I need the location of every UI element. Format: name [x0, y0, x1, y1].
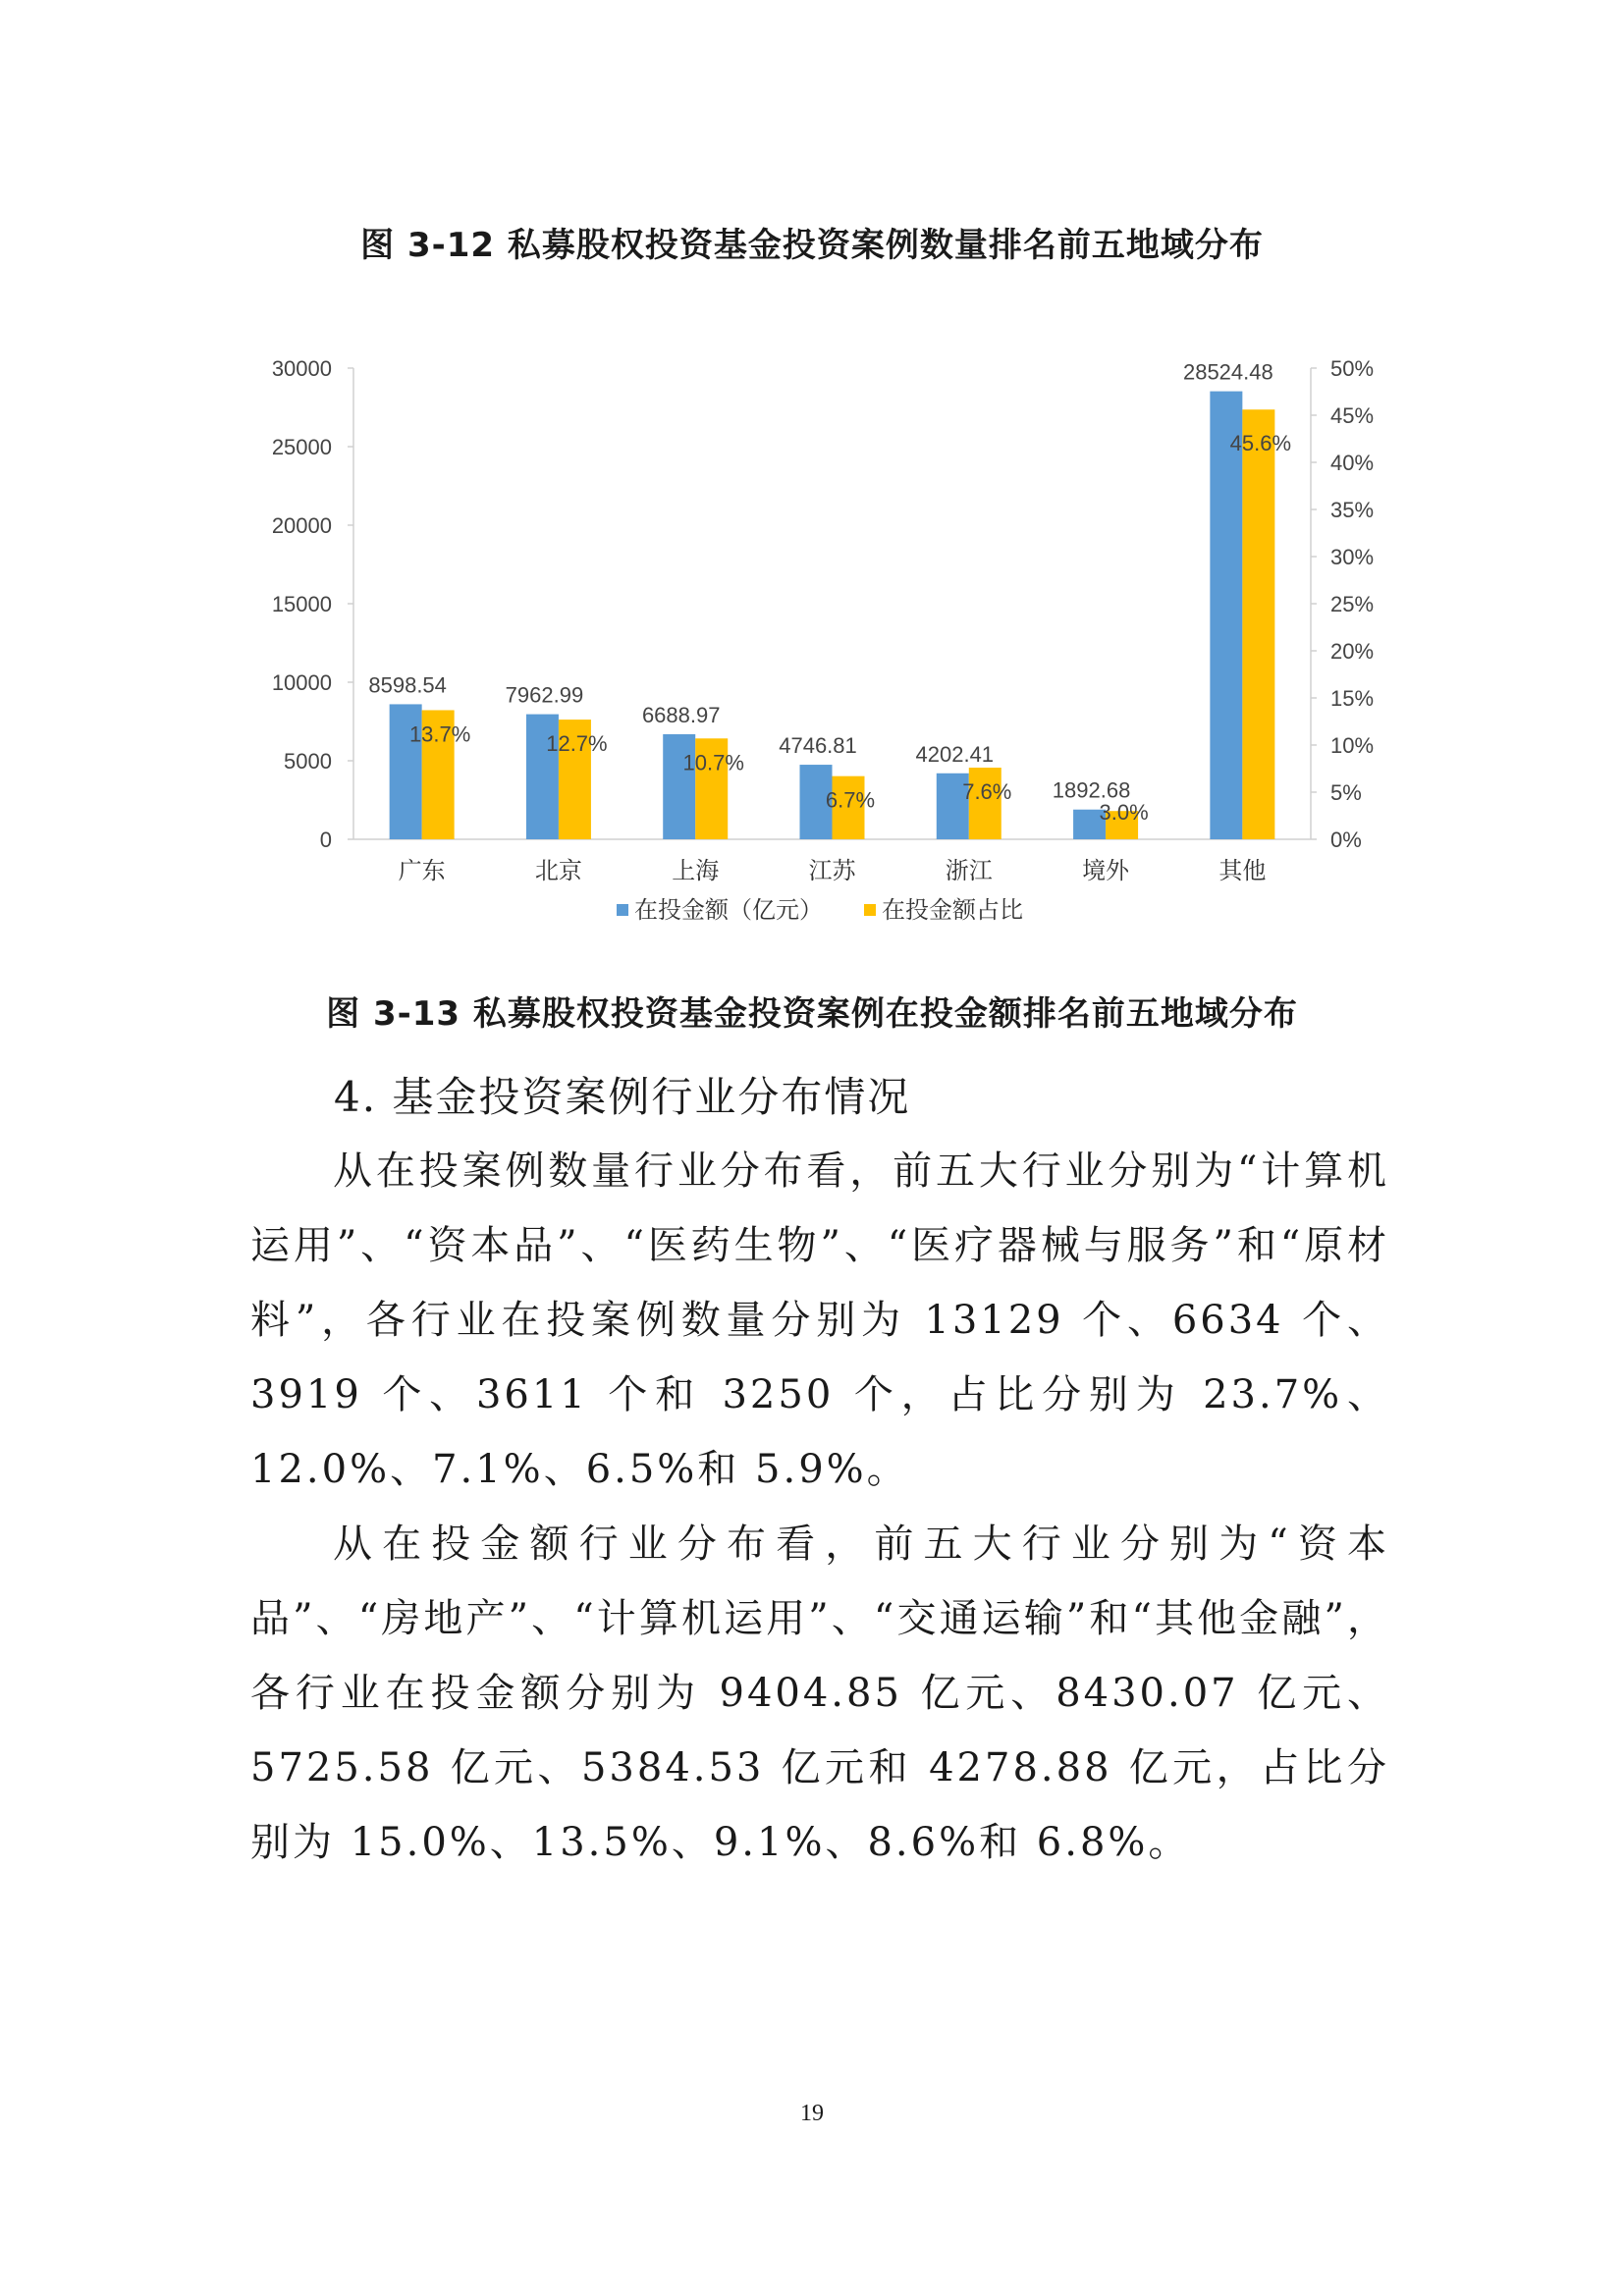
data-label-amount: 28524.48 [1182, 359, 1273, 385]
data-label-share: 3.0% [1099, 800, 1149, 825]
left-tick-label: 15000 [271, 592, 332, 616]
legend-label-share: 在投金额占比 [882, 896, 1023, 924]
left-tick-label: 30000 [271, 356, 332, 381]
bar-share [1242, 409, 1274, 839]
data-label-share: 45.6% [1229, 431, 1292, 456]
right-tick-label: 50% [1330, 356, 1375, 381]
figure-caption-3-12: 图 3-12 私募股权投资基金投资案例数量排名前五地域分布 [360, 226, 1264, 265]
category-label: 浙江 [945, 857, 993, 884]
right-tick-label: 10% [1330, 733, 1375, 758]
paragraph-investment-amount: 从在投金额行业分布看，前五大行业分别为“资本品”、“房地产”、“计算机运用”、“交通运输”和“其他金融”，各行业在投金额分别为 9404.85 亿元、8430.07 亿元、5725.58 亿元、5384.53 亿元和 4278.88 亿元，占比分别为 15.0%、13.5%、9.1%、8.6%和 6.8%。 [250, 1522, 1389, 1865]
category-label: 北京 [534, 857, 582, 884]
category-label: 江苏 [808, 857, 856, 884]
data-label-amount: 6688.97 [641, 702, 721, 727]
data-label-share: 10.7% [682, 750, 744, 775]
bar-chart [245, 334, 1384, 962]
bar-amount [1210, 392, 1242, 839]
category-label: 广东 [398, 857, 446, 884]
right-tick-label: 35% [1330, 498, 1375, 522]
chart-svg [245, 334, 1384, 962]
data-label-share: 7.6% [962, 779, 1012, 805]
legend-swatch-share [864, 904, 876, 916]
right-tick-label: 15% [1330, 686, 1375, 711]
right-tick-label: 45% [1330, 403, 1375, 428]
data-label-share: 13.7% [408, 721, 471, 747]
right-tick-label: 25% [1330, 592, 1375, 616]
right-tick-label: 40% [1330, 451, 1375, 475]
category-label: 其他 [1218, 857, 1267, 884]
legend-swatch-amount [617, 904, 628, 916]
data-label-amount: 8598.54 [368, 672, 447, 698]
section-heading: 4. 基金投资案例行业分布情况 [334, 1073, 911, 1121]
figure-caption-3-13: 图 3-13 私募股权投资基金投资案例在投金额排名前五地域分布 [326, 994, 1298, 1034]
right-tick-label: 0% [1330, 828, 1362, 852]
left-tick-label: 20000 [271, 513, 332, 538]
legend-label-amount: 在投金额（亿元） [634, 896, 823, 924]
paragraph-case-count: 从在投案例数量行业分布看，前五大行业分别为“计算机运用”、“资本品”、“医药生物”、“医疗器械与服务”和“原材料”，各行业在投案例数量分别为 13129 个、6634 个、3919 个、3611 个和 3250 个，占比分别为 23.7%、12.0%、7.1%、6.5%和 5.9%。 [250, 1148, 1389, 1492]
category-label: 上海 [672, 857, 720, 884]
data-label-amount: 4202.41 [915, 741, 995, 767]
left-tick-label: 5000 [284, 749, 332, 774]
data-label-amount: 1892.68 [1052, 777, 1131, 803]
right-tick-label: 20% [1330, 639, 1375, 664]
category-label: 境外 [1082, 857, 1130, 884]
data-label-share: 12.7% [546, 731, 608, 757]
left-tick-label: 25000 [271, 435, 332, 459]
page-number: 19 [800, 2101, 824, 2126]
data-label-share: 6.7% [825, 787, 876, 813]
data-label-amount: 7962.99 [505, 682, 584, 708]
left-tick-label: 0 [319, 828, 332, 852]
data-label-amount: 4746.81 [779, 733, 857, 759]
left-tick-label: 10000 [271, 670, 332, 695]
right-tick-label: 30% [1330, 545, 1375, 569]
right-tick-label: 5% [1330, 780, 1362, 805]
